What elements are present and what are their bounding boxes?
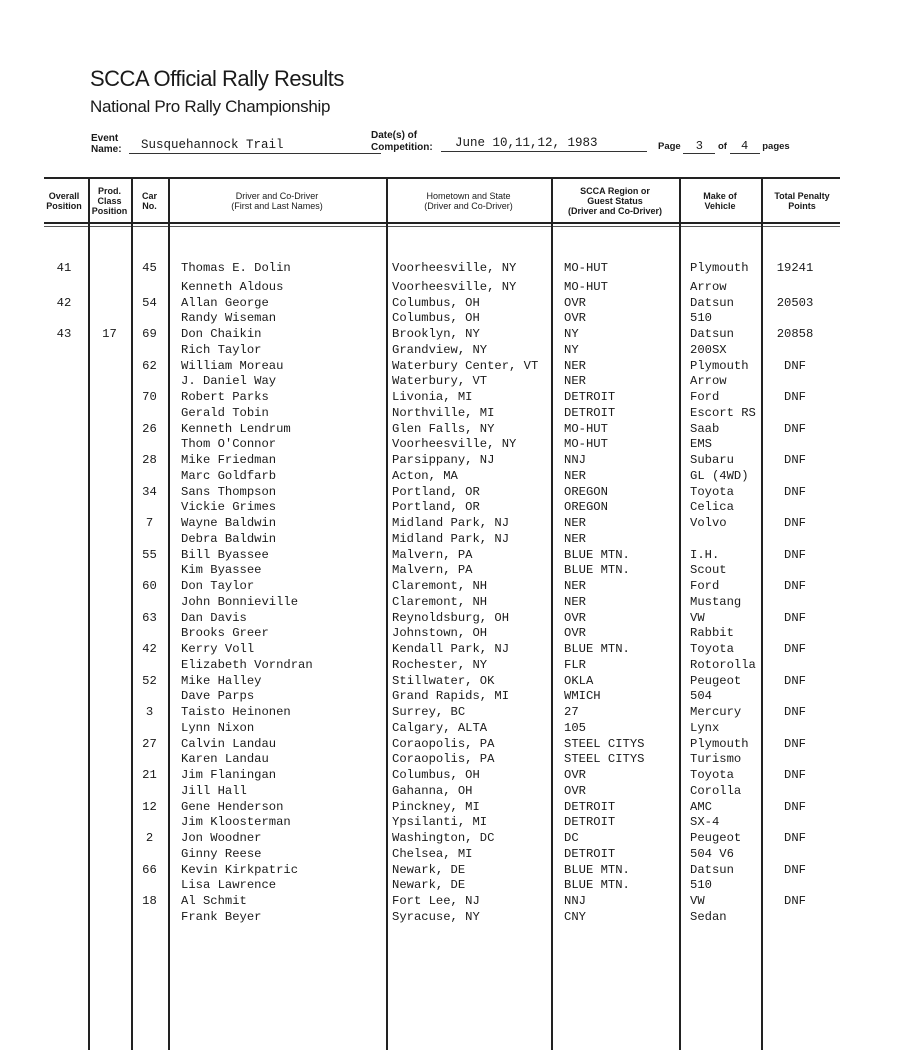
cell-make: Sedan [690,909,727,924]
cell-make: Toyota [690,484,734,499]
cell-car: 63 [142,610,157,625]
cell-region: STEEL CITYS [564,752,645,767]
cell-driver: Dan Davis [181,610,247,625]
cell-driver: Jim Kloosterman [181,815,291,830]
cell-make: Arrow [690,374,727,389]
cell-car: 70 [142,390,157,404]
column-divider [88,178,90,1050]
cell-driver: Kevin Kirkpatric [181,862,299,877]
cell-make: Datsun [690,327,734,341]
cell-make: 510 [690,311,712,326]
cell-region: NER [564,374,586,389]
cell-hometown: Fort Lee, NJ [392,894,480,908]
cell-class: 17 [102,327,117,341]
cell-driver: Jon Woodner [181,831,262,845]
cell-region: NER [564,579,586,593]
event-name-field: Susquehannock Trail [129,138,381,154]
cell-make: VW [690,610,705,625]
cell-car: 26 [142,421,157,436]
cell-make: Scout [690,563,727,578]
cell-hometown: Syracuse, NY [392,909,480,924]
cell-hometown: Gahanna, OH [392,783,473,798]
cell-region: BLUE MTN. [564,862,630,877]
page-total: 4 [730,139,760,154]
header-text: Hometown and State [426,191,511,201]
cell-driver: Lynn Nixon [181,720,255,735]
header-text: (Driver and Co-Driver) [567,206,663,216]
cell-region: OVR [564,783,586,798]
cell-hometown: Voorheesville, NY [392,279,517,294]
column-header-overall-position [40,180,88,222]
cell-car: 66 [142,862,157,877]
cell-make: Datsun [690,862,734,877]
cell-car: 27 [142,736,157,751]
header-text: SCCA Region or [580,186,650,196]
cell-hometown: Chelsea, MI [392,846,473,861]
cell-points: 20503 [776,295,814,310]
cell-overall: 41 [56,261,72,275]
cell-driver: Robert Parks [181,390,269,404]
cell-car: 42 [142,642,157,656]
cell-driver: J. Daniel Way [181,374,277,389]
cell-region: NER [564,594,586,609]
cell-hometown: Washington, DC [392,831,495,845]
cell-region: OREGON [564,500,608,515]
cell-region: CNY [564,909,586,924]
cell-driver: Dave Parps [181,689,255,704]
cell-hometown: Columbus, OH [392,311,480,326]
cell-make: AMC [690,799,712,814]
cell-driver: Gene Henderson [181,799,284,814]
cell-driver: Bill Byassee [181,547,269,562]
cell-driver: Rich Taylor [181,342,262,357]
cell-points: DNF [784,736,806,751]
cell-car: 55 [142,547,157,562]
cell-driver: William Moreau [181,358,284,373]
cell-hometown: Brooklyn, NY [392,327,480,341]
cell-car: 3 [145,705,154,719]
cell-overall: 43 [56,327,72,341]
cell-region: BLUE MTN. [564,563,630,578]
cell-points: DNF [784,516,806,530]
header-text: Total Penalty [774,191,830,201]
cell-make: Corolla [690,783,742,798]
cell-hometown: Calgary, ALTA [392,720,488,735]
column-header-car-number [131,180,168,222]
document-subtitle: National Pro Rally Championship [90,97,331,116]
cell-hometown: Coraopolis, PA [392,752,495,767]
cell-region: NY [564,342,579,357]
cell-make: Turismo [690,752,742,767]
event-label-line1: Event [91,133,119,144]
cell-hometown: Columbus, OH [392,295,480,310]
cell-points: DNF [784,547,806,562]
cell-region: DETROIT [564,405,616,420]
cell-driver: Don Chaikin [181,327,262,341]
column-divider [679,178,681,1050]
cell-hometown: Midland Park, NJ [392,516,510,530]
cell-car: 18 [142,894,157,908]
cell-make: I.H. [690,547,720,562]
cell-make: 504 [690,689,712,704]
cell-driver: Karen Landau [181,752,269,767]
cell-make: SX-4 [690,815,720,830]
cell-driver: Jill Hall [181,783,247,798]
cell-hometown: Johnstown, OH [392,626,488,641]
cell-driver: Sans Thompson [181,484,277,499]
cell-driver: Thomas E. Dolin [181,261,291,275]
header-text: Vehicle [704,201,736,211]
cell-driver: Jim Flaningan [181,768,277,782]
column-divider [168,178,170,1050]
cell-region: NNJ [564,894,586,908]
cell-points: 20858 [776,327,814,341]
pages-label: pages [762,141,790,152]
cell-points: DNF [784,768,806,782]
cell-make: Mustang [690,594,742,609]
cell-points: DNF [784,358,806,373]
cell-region: MO-HUT [564,279,608,294]
cell-points: DNF [784,453,806,467]
cell-driver: Marc Goldfarb [181,468,277,483]
cell-driver: Al Schmit [181,894,247,908]
cell-driver: John Bonnieville [181,594,299,609]
column-header-hometown [386,180,551,222]
cell-region: MO-HUT [564,437,608,452]
cell-make: Saab [690,421,720,436]
cell-make: Ford [690,390,720,404]
cell-make: Volvo [690,516,727,530]
cell-hometown: Acton, MA [392,468,458,483]
cell-region: STEEL CITYS [564,736,645,751]
cell-car: 69 [142,327,157,341]
cell-driver: Allan George [181,295,269,310]
cell-region: 27 [564,705,579,719]
column-header-make [679,180,761,222]
cell-region: BLUE MTN. [564,878,630,893]
cell-make: Toyota [690,642,734,656]
cell-hometown: Waterbury, VT [392,374,488,389]
cell-region: BLUE MTN. [564,642,630,656]
cell-make: Escort RS [690,405,756,420]
cell-hometown: Grandview, NY [392,342,488,357]
header-text: Points [788,201,816,211]
cell-hometown: Kendall Park, NJ [392,642,510,656]
cell-driver: Lisa Lawrence [181,878,277,893]
cell-make: 504 V6 [690,846,734,861]
cell-hometown: Northville, MI [392,405,495,420]
header-text: Make of [703,191,737,201]
cell-region: MO-HUT [564,261,608,275]
cell-car: 12 [142,799,157,814]
cell-region: OVR [564,295,586,310]
cell-make: VW [690,894,705,908]
cell-hometown: Claremont, NH [392,594,488,609]
cell-hometown: Columbus, OH [392,768,480,782]
cell-points: DNF [784,894,806,908]
cell-make: Plymouth [690,736,749,751]
header-text: (First and Last Names) [231,201,323,211]
cell-region: OREGON [564,484,608,499]
cell-make: Subaru [690,453,734,467]
cell-driver: Vickie Grimes [181,500,277,515]
cell-region: MO-HUT [564,421,608,436]
cell-hometown: Ypsilanti, MI [392,815,488,830]
cell-driver: Taisto Heinonen [181,705,291,719]
cell-hometown: Portland, OR [392,500,480,515]
page-number: 3 [683,139,715,154]
header-text: Prod. [97,186,121,196]
document-title: SCCA Official Rally Results [90,66,344,91]
cell-points: DNF [784,673,806,688]
cell-make: 200SX [690,342,727,357]
cell-region: NNJ [564,453,586,467]
header-text: No. [142,201,157,211]
cell-hometown: Pinckney, MI [392,799,480,814]
cell-region: 105 [564,720,586,735]
competition-date-field: June 10,11,12, 1983 [441,136,647,152]
cell-region: WMICH [564,689,601,704]
cell-make: Lynx [690,720,720,735]
cell-make: 510 [690,878,712,893]
cell-region: DETROIT [564,390,616,404]
date-label-line1: Date(s) of [371,130,418,141]
cell-region: NER [564,468,586,483]
column-header-region [551,180,679,222]
column-divider [551,178,553,1050]
cell-region: DETROIT [564,846,616,861]
cell-driver: Brooks Greer [181,626,269,641]
cell-region: OKLA [564,673,594,688]
event-label-line2: Name: [91,144,122,155]
cell-points: DNF [784,610,806,625]
cell-hometown: Portland, OR [392,484,480,499]
cell-region: DETROIT [564,815,616,830]
date-label-line2: Competition: [371,142,433,153]
cell-driver: Randy Wiseman [181,311,277,326]
cell-car: 21 [142,768,157,782]
cell-driver: Kenneth Aldous [181,279,284,294]
cell-hometown: Coraopolis, PA [392,736,495,751]
cell-car: 2 [145,831,154,845]
cell-make: Rotorolla [690,657,756,672]
cell-hometown: Malvern, PA [392,563,473,578]
cell-driver: Elizabeth Vorndran [181,657,313,672]
page-label: Page [658,141,681,152]
cell-car: 62 [142,358,157,373]
cell-make: Plymouth [690,358,749,373]
cell-driver: Kim Byassee [181,563,262,578]
cell-hometown: Newark, DE [392,878,466,893]
cell-region: DETROIT [564,799,616,814]
header-text: Car [141,191,157,201]
cell-points: DNF [784,705,806,719]
cell-driver: Debra Baldwin [181,531,277,546]
cell-hometown: Surrey, BC [392,705,466,719]
header-text: Class [97,196,122,206]
cell-hometown: Newark, DE [392,862,466,877]
column-header-penalty-points [761,180,843,222]
cell-car: 60 [142,579,157,593]
cell-hometown: Rochester, NY [392,657,488,672]
cell-region: OVR [564,311,586,326]
cell-points: DNF [784,421,806,436]
cell-overall: 42 [56,295,72,310]
cell-make: Ford [690,579,720,593]
cell-region: OVR [564,626,586,641]
cell-region: OVR [564,768,586,782]
cell-car: 7 [145,516,154,530]
cell-points: DNF [784,799,806,814]
cell-car: 45 [142,261,157,275]
cell-make: Rabbit [690,626,734,641]
cell-region: FLR [564,657,586,672]
cell-make: Mercury [690,705,742,719]
cell-car: 52 [142,673,157,688]
header-text: Position [46,201,82,211]
cell-hometown: Claremont, NH [392,579,488,593]
header-bottom-rule-2 [44,226,840,227]
cell-hometown: Parsippany, NJ [392,453,495,467]
cell-driver: Calvin Landau [181,736,277,751]
cell-region: NER [564,358,586,373]
cell-hometown: Voorheesville, NY [392,261,517,275]
cell-make: Peugeot [690,831,742,845]
cell-car: 54 [142,295,157,310]
cell-make: Celica [690,500,734,515]
cell-points: DNF [784,642,806,656]
header-text: Position [91,206,128,216]
cell-make: Plymouth [690,261,749,275]
cell-make: EMS [690,437,712,452]
cell-driver: Gerald Tobin [181,405,269,420]
cell-hometown: Stillwater, OK [392,673,495,688]
cell-hometown: Voorheesville, NY [392,437,517,452]
cell-car: 34 [142,484,157,499]
header-text: (Driver and Co-Driver) [424,201,513,211]
cell-points: DNF [784,579,806,593]
cell-car: 28 [142,453,157,467]
header-text: Driver and Co-Driver [235,191,319,201]
cell-hometown: Waterbury Center, VT [392,358,539,373]
cell-hometown: Glen Falls, NY [392,421,495,436]
header-bottom-rule [44,222,840,224]
column-header-driver [168,180,386,222]
cell-make: GL (4WD) [690,468,749,483]
header-text: Guest Status [587,196,643,206]
cell-driver: Thom O'Connor [181,437,277,452]
cell-region: BLUE MTN. [564,547,630,562]
column-header-class-position [88,180,131,222]
cell-hometown: Midland Park, NJ [392,531,510,546]
cell-driver: Mike Halley [181,673,262,688]
cell-points: 19241 [776,261,814,275]
header-top-rule [44,177,840,179]
cell-region: NER [564,531,586,546]
cell-points: DNF [784,484,806,499]
cell-driver: Mike Friedman [181,453,277,467]
cell-driver: Wayne Baldwin [181,516,277,530]
cell-hometown: Livonia, MI [392,390,473,404]
cell-make: Toyota [690,768,734,782]
cell-region: NER [564,516,586,530]
header-text: Overall [48,191,80,201]
cell-hometown: Grand Rapids, MI [392,689,510,704]
cell-hometown: Reynoldsburg, OH [392,610,510,625]
cell-points: DNF [784,831,806,845]
cell-region: DC [564,831,579,845]
cell-driver: Ginny Reese [181,846,262,861]
cell-make: Peugeot [690,673,742,688]
cell-points: DNF [784,390,806,404]
column-divider [386,178,388,1050]
cell-driver: Kerry Voll [181,642,255,656]
cell-make: Arrow [690,279,727,294]
cell-region: OVR [564,610,586,625]
cell-region: NY [564,327,579,341]
of-label: of [718,141,727,152]
cell-driver: Don Taylor [181,579,255,593]
cell-driver: Frank Beyer [181,909,262,924]
cell-make: Datsun [690,295,734,310]
cell-hometown: Malvern, PA [392,547,473,562]
page-indicator [658,139,790,154]
cell-driver: Kenneth Lendrum [181,421,291,436]
cell-points: DNF [784,862,806,877]
